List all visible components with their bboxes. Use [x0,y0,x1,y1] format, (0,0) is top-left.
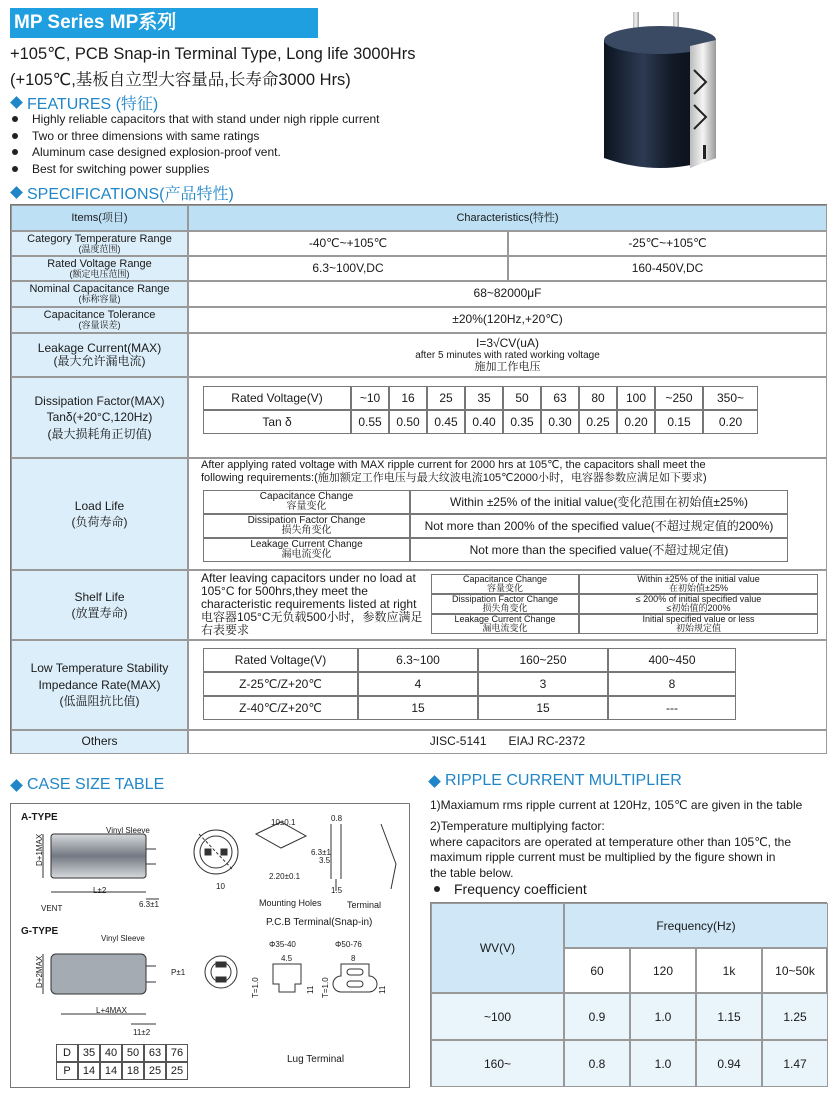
frequency-header: Frequency(Hz) [564,903,828,948]
list-item: Best for switching power supplies [12,162,209,176]
dim-3.5: 3.5 [319,856,331,865]
dim-10: 10 [216,882,225,891]
vent-label: VENT [41,904,63,913]
df-voltage: 350~ [703,386,758,410]
freq-cell: 1.15 [696,993,762,1040]
lt-row2-v2: 15 [478,696,608,720]
load-life-text-2: following requirements:(施加额定工作电压与最大纹波电流105℃2000小时，电容器参数应满足如下要求) [201,472,707,484]
load-life-text-1: After applying rated voltage with MAX ripple current for 2000 hrs at 105℃, the capacitors shall meet the [201,459,706,471]
case-size-heading: CASE SIZE TABLE [12,776,164,794]
temp-value-1: -40℃~+105℃ [188,231,508,256]
vinyl-sleeve-label-a: Vinyl Sleeve [106,826,150,835]
dp-cell: 40 [100,1044,122,1062]
df-tan: 0.20 [617,410,655,434]
bullet-icon [434,886,440,892]
leakage-value: I=3√CV(uA) after 5 minutes with rated working voltage 施加工作电压 [188,333,827,377]
a-type-label: A-TYPE [21,812,58,823]
row-label-load-life: Load Life (负荷寿命) [11,458,188,570]
row-label-dissipation: Dissipation Factor(MAX) Tanδ(+20°C,120Hz) (最大损耗角正切值) [11,377,188,458]
df-tan: 0.25 [579,410,617,434]
terminal-label: Terminal [347,900,382,910]
lt-row2-v3: --- [608,696,736,720]
lt-header-rated: Rated Voltage(V) [203,648,358,672]
case-size-drawing [10,803,410,1088]
freq-cell: 1.25 [762,993,828,1040]
wv-header: WV(V) [431,903,564,993]
df-tan: 0.35 [503,410,541,434]
row-label-others: Others [11,730,188,754]
voltage-value-2: 160-450V,DC [508,256,827,281]
l-dim: L±2 [93,886,107,895]
bullet-icon [12,149,18,155]
dp-cell: 25 [144,1062,166,1080]
shelf-leak-change-label: Leakage Current Change 漏电流变化 [431,614,579,634]
diamond-icon [10,96,23,109]
df-tan: 0.20 [703,410,758,434]
bullet-icon [12,166,18,172]
l4-dim: L+4MAX [96,1006,127,1015]
freq-row-label: 160~ [431,1040,564,1087]
shelf-cap-change-label: Capacitance Change 容量变化 [431,574,579,594]
capacitor-image [598,10,723,180]
lt-header-2: 160~250 [478,648,608,672]
row-label-shelf-life: Shelf Life (放置寿命) [11,570,188,640]
row-label-tolerance: Capacitance Tolerance (容量误差) [11,307,188,333]
t-1.0-a: T=1.0 [251,977,260,998]
diamond-icon [10,186,23,199]
load-leak-change-label: Leakage Current Change 漏电流变化 [203,538,410,562]
dp-cell: 14 [78,1062,100,1080]
dim-10b: 10±0.1 [271,818,296,827]
df-voltage: ~250 [655,386,703,410]
subtitle-en: +105℃, PCB Snap-in Terminal Type, Long life 3000Hrs [10,45,416,63]
page-title: MP Series MP系列 [10,8,318,38]
bullet-icon [12,116,18,122]
load-cap-change-value: Within ±25% of the initial value(变化范围在初始值±25%) [410,490,788,514]
specifications-heading: SPECIFICATIONS(产品特性) [12,181,234,204]
col-header-characteristics: Characteristics(特性) [188,205,827,231]
lug-terminal-label: Lug Terminal [287,1054,345,1065]
freq-col-header: 60 [564,948,630,993]
list-item: Highly reliable capacitors that with stand under nigh ripple current [12,112,380,126]
freq-cell: 1.0 [630,993,696,1040]
freq-cell: 1.47 [762,1040,828,1087]
freq-col-header: 120 [630,948,696,993]
temp-value-2: -25℃~+105℃ [508,231,827,256]
df-voltage: 35 [465,386,503,410]
phi-35-40: Φ35-40 [269,940,296,949]
capacitance-value: 68~82000μF [188,281,827,307]
dim-4.5: 4.5 [281,954,293,963]
lt-row1-v3: 8 [608,672,736,696]
load-cap-change-label: Capacitance Change 容量变化 [203,490,410,514]
load-df-change-label: Dissipation Factor Change 损失角变化 [203,514,410,538]
features-heading: FEATURES (特征) [12,91,158,114]
dim-11-a: 11 [306,985,315,994]
others-value: JISC-5141 EIAJ RC-2372 [188,730,827,754]
df-tan: 0.55 [351,410,389,434]
d1-dim: D+1MAX [35,833,44,866]
dp-cell: 25 [166,1062,188,1080]
dim-2.20: 2.20±0.1 [269,872,301,881]
shelf-df-change-value: ≤ 200% of initial specified value ≤初始值的200% [579,594,818,614]
phi-50-76: Φ50-76 [335,940,362,949]
list-item: Aluminum case designed explosion-proof vent. [12,145,281,159]
diamond-icon [10,779,23,792]
df-voltage: 100 [617,386,655,410]
load-df-change-value: Not more than 200% of the specified value(不超过规定值的200%) [410,514,788,538]
freq-col-header: 1k [696,948,762,993]
pcb-terminal-label: P.C.B Terminal(Snap-in) [266,917,373,928]
shelf-df-change-label: Dissipation Factor Change 损失角变化 [431,594,579,614]
subtitle-cn: (+105℃,基板自立型大容量品,长寿命3000 Hrs) [10,71,351,89]
lt-header-3: 400~450 [608,648,736,672]
dp-cell: 18 [122,1062,144,1080]
df-voltage: ~10 [351,386,389,410]
diamond-icon [428,775,441,788]
lt-row1-label: Z-25℃/Z+20℃ [203,672,358,696]
freq-row-label: ~100 [431,993,564,1040]
d2-dim: D+2MAX [35,955,44,988]
df-header-tan: Tan δ [203,410,351,434]
col-header-items: Items(项目) [11,205,188,231]
ripple-note-2: 2)Temperature multiplying factor: where capacitors are operated at temperature other than 105℃, the maximum ripple current must be multiplied by the figure shown in the table below. [430,819,792,880]
lt-row2-label: Z-40℃/Z+20℃ [203,696,358,720]
g-type-label: G-TYPE [21,926,59,937]
df-voltage: 25 [427,386,465,410]
freq-cell: 0.9 [564,993,630,1040]
dim-11: 11±2 [133,1028,151,1037]
df-voltage: 16 [389,386,427,410]
dim-8: 8 [351,954,356,963]
dim-11-b: 11 [378,985,387,994]
df-tan: 0.15 [655,410,703,434]
dp-cell: P [56,1062,78,1080]
dp-cell: 76 [166,1044,188,1062]
df-voltage: 80 [579,386,617,410]
row-label-low-temp: Low Temperature Stability Impedance Rate(MAX) (低温阻抗比值) [11,640,188,730]
ripple-note-1: 1)Maxiamum rms ripple current at 120Hz, 105℃ are given in the table [430,798,803,812]
lt-row1-v1: 4 [358,672,478,696]
dp-cell: D [56,1044,78,1062]
dim-6.3b: 6.3±1 [311,848,331,857]
df-tan: 0.50 [389,410,427,434]
ripple-heading: RIPPLE CURRENT MULTIPLIER [430,772,682,790]
dim-0.8: 0.8 [331,814,343,823]
freq-cell: 0.94 [696,1040,762,1087]
shelf-life-text: After leaving capacitors under no load at 105°C for 500hrs,they meet the characteristic requirements listed at right 电容器105°C无负载500小时，参数应满足 右表要求 [201,571,423,637]
freq-cell: 0.8 [564,1040,630,1087]
shelf-cap-change-value: Within ±25% of the initial value 在初始值±25% [579,574,818,594]
row-label-voltage: Rated Voltage Range (额定电压范围) [11,256,188,281]
voltage-value-1: 6.3~100V,DC [188,256,508,281]
df-header-rated: Rated Voltage(V) [203,386,351,410]
row-label-leakage: Leakage Current(MAX) (最大允许漏电流) [11,333,188,377]
lt-header-1: 6.3~100 [358,648,478,672]
lt-row1-v2: 3 [478,672,608,696]
frequency-coefficient-heading: Frequency coefficient [434,881,587,897]
row-label-temperature: Category Temperature Range (温度范围) [11,231,188,256]
p-dim: P±1 [171,968,186,977]
df-tan: 0.30 [541,410,579,434]
dp-cell: 50 [122,1044,144,1062]
freq-col-header: 10~50k [762,948,828,993]
mounting-holes-label: Mounting Holes [259,898,322,908]
dp-cell: 63 [144,1044,166,1062]
bullet-icon [12,133,18,139]
t-1.0-b: T=1.0 [321,977,330,998]
tolerance-value: ±20%(120Hz,+20℃) [188,307,827,333]
specifications-table [10,204,827,754]
df-tan: 0.40 [465,410,503,434]
lt-row2-v1: 15 [358,696,478,720]
df-voltage: 63 [541,386,579,410]
list-item: Two or three dimensions with same ratings [12,129,259,143]
frequency-table [430,902,827,1087]
dim-6.3: 6.3±1 [139,900,159,909]
freq-cell: 1.0 [630,1040,696,1087]
dp-cell: 35 [78,1044,100,1062]
shelf-leak-change-value: Initial specified value or less 初始规定值 [579,614,818,634]
row-label-capacitance: Nominal Capacitance Range (标称容量) [11,281,188,307]
vinyl-sleeve-label-g: Vinyl Sleeve [101,934,145,943]
dp-cell: 14 [100,1062,122,1080]
load-leak-change-value: Not more than the specified value(不超过规定值) [410,538,788,562]
df-tan: 0.45 [427,410,465,434]
dim-1.5: 1.5 [331,886,343,895]
df-voltage: 50 [503,386,541,410]
